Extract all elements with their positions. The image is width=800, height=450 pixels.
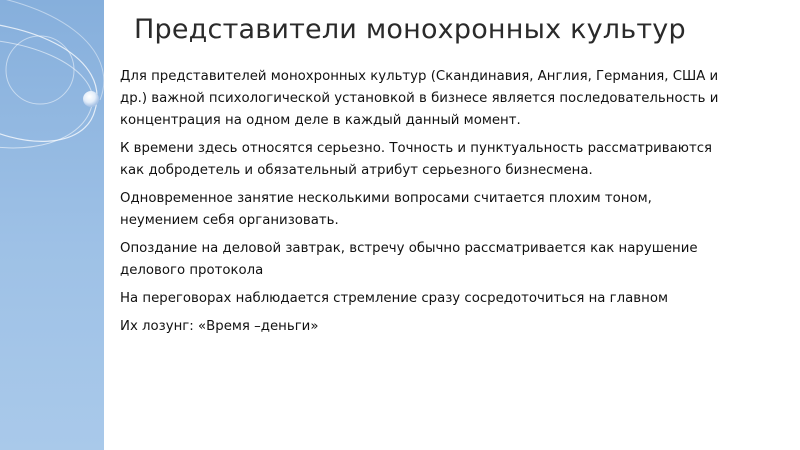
slide-title: Представители монохронных культур	[134, 14, 686, 45]
decorative-side-panel	[0, 0, 104, 450]
paragraph: На переговорах наблюдается стремление сразу сосредоточиться на главном	[120, 291, 668, 306]
slide-body	[120, 66, 720, 344]
decorative-swirl-graphic	[0, 0, 104, 450]
paragraph: Опоздание на деловой завтрак, встречу обычно рассматривается как нарушение делового протокола	[120, 241, 698, 278]
paragraph: Для представителей монохронных культур (Скандинавия, Англия, Германия, США и др.) важной психологической установкой в бизнесе является последовательность и концентрация на одном деле в каждый данный момент.	[120, 69, 719, 128]
paragraph: Их лозунг: «Время –деньги»	[120, 319, 319, 334]
paragraph: Одновременное занятие несколькими вопросами считается плохим тоном, неумением себя организовать.	[120, 191, 652, 228]
decorative-orb	[83, 91, 99, 107]
paragraph: К времени здесь относятся серьезно. Точность и пунктуальность рассматриваются как добродетель и обязательный атрибут серьезного бизнесмена.	[120, 141, 713, 178]
